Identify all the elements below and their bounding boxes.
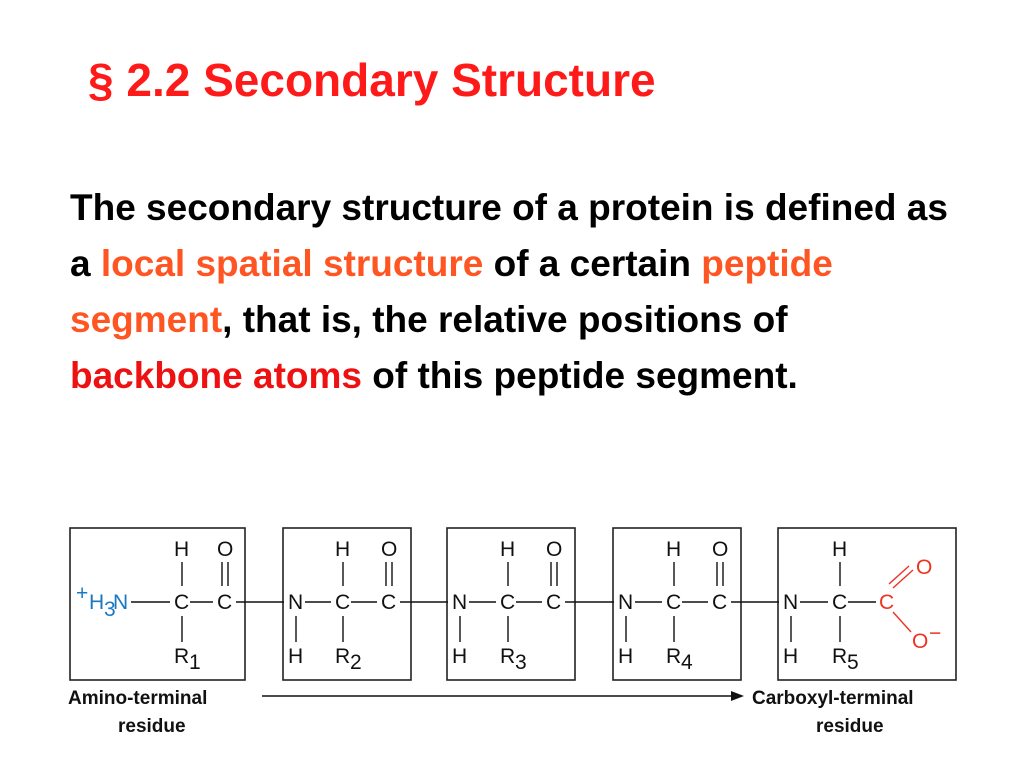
amine-n: N (113, 591, 129, 614)
amine-h: H (89, 591, 105, 614)
peptide-backbone-figure (0, 520, 1024, 768)
amide-h-4: H (618, 645, 634, 668)
amide-n-4: N (618, 591, 634, 614)
alpha-h-5: H (832, 538, 848, 561)
side-chain-sub-3: 3 (515, 651, 527, 674)
amide-h-3: H (452, 645, 468, 668)
alpha-h-3: H (500, 538, 516, 561)
carboxyl-c: C (879, 591, 895, 614)
carboxyl-terminal-label: Carboxyl-terminal (752, 688, 914, 709)
alpha-c-5: C (832, 591, 848, 614)
carboxylate-minus: − (929, 622, 942, 645)
side-chain-r-5: R (832, 645, 848, 668)
amino-terminal-label: Amino-terminal (68, 688, 208, 709)
residue-4 (618, 538, 728, 674)
amino-terminal-residue-label: residue (118, 716, 186, 737)
carboxylate-o: O (912, 630, 929, 653)
carbonyl-o-4: O (712, 538, 729, 561)
carbonyl-o-2: O (381, 538, 398, 561)
carbonyl-c-2: C (381, 591, 397, 614)
carbonyl-c-1: C (217, 591, 233, 614)
alpha-c-1: C (174, 591, 190, 614)
amide-h-2: H (288, 645, 304, 668)
side-chain-sub-2: 2 (350, 651, 362, 674)
residue-box-5 (778, 528, 956, 680)
residue-2 (288, 538, 397, 674)
amide-n-2: N (288, 591, 304, 614)
carbonyl-o-3: O (546, 538, 563, 561)
residue-1 (76, 538, 233, 674)
amine-subscript-3: 3 (104, 598, 116, 621)
side-chain-r-4: R (666, 645, 682, 668)
carboxyl-o: O (916, 556, 933, 579)
side-chain-r-1: R (174, 645, 190, 668)
highlight-local-spatial-structure: local spatial structure (100, 243, 484, 284)
plus-charge: + (76, 582, 89, 605)
carboxyl-terminal-residue-label: residue (816, 716, 884, 737)
paragraph-text-1: The secondary structure of a protein is defined as a (70, 187, 948, 284)
highlight-backbone-atoms: backbone atoms (70, 355, 362, 396)
alpha-h-4: H (666, 538, 682, 561)
alpha-c-2: C (335, 591, 351, 614)
peptide-diagram (0, 520, 1024, 768)
side-chain-sub-5: 5 (847, 651, 859, 674)
direction-arrow (262, 691, 744, 701)
carbonyl-c-4: C (712, 591, 728, 614)
alpha-c-4: C (666, 591, 682, 614)
side-chain-r-3: R (500, 645, 516, 668)
highlight-peptide-segment: peptide segment (70, 243, 833, 340)
amide-h-5: H (783, 645, 799, 668)
slide-title: § 2.2 Secondary Structure (88, 54, 656, 106)
alpha-h-2: H (335, 538, 351, 561)
amide-n-3: N (452, 591, 468, 614)
carbonyl-c-3: C (546, 591, 562, 614)
carbonyl-o-1: O (217, 538, 234, 561)
residue-3 (452, 538, 562, 674)
side-chain-sub-1: 1 (189, 651, 201, 674)
paragraph-text-4: of this peptide segment. (361, 355, 798, 396)
paragraph-text-3: , that is, the relative positions of (222, 299, 788, 340)
side-chain-r-2: R (335, 645, 351, 668)
amide-n-5: N (783, 591, 799, 614)
residue-5 (783, 538, 941, 674)
side-chain-sub-4: 4 (681, 651, 693, 674)
alpha-c-3: C (500, 591, 516, 614)
alpha-h-1: H (174, 538, 190, 561)
paragraph-text-2: of a certain (483, 243, 702, 284)
body-paragraph (70, 180, 950, 404)
